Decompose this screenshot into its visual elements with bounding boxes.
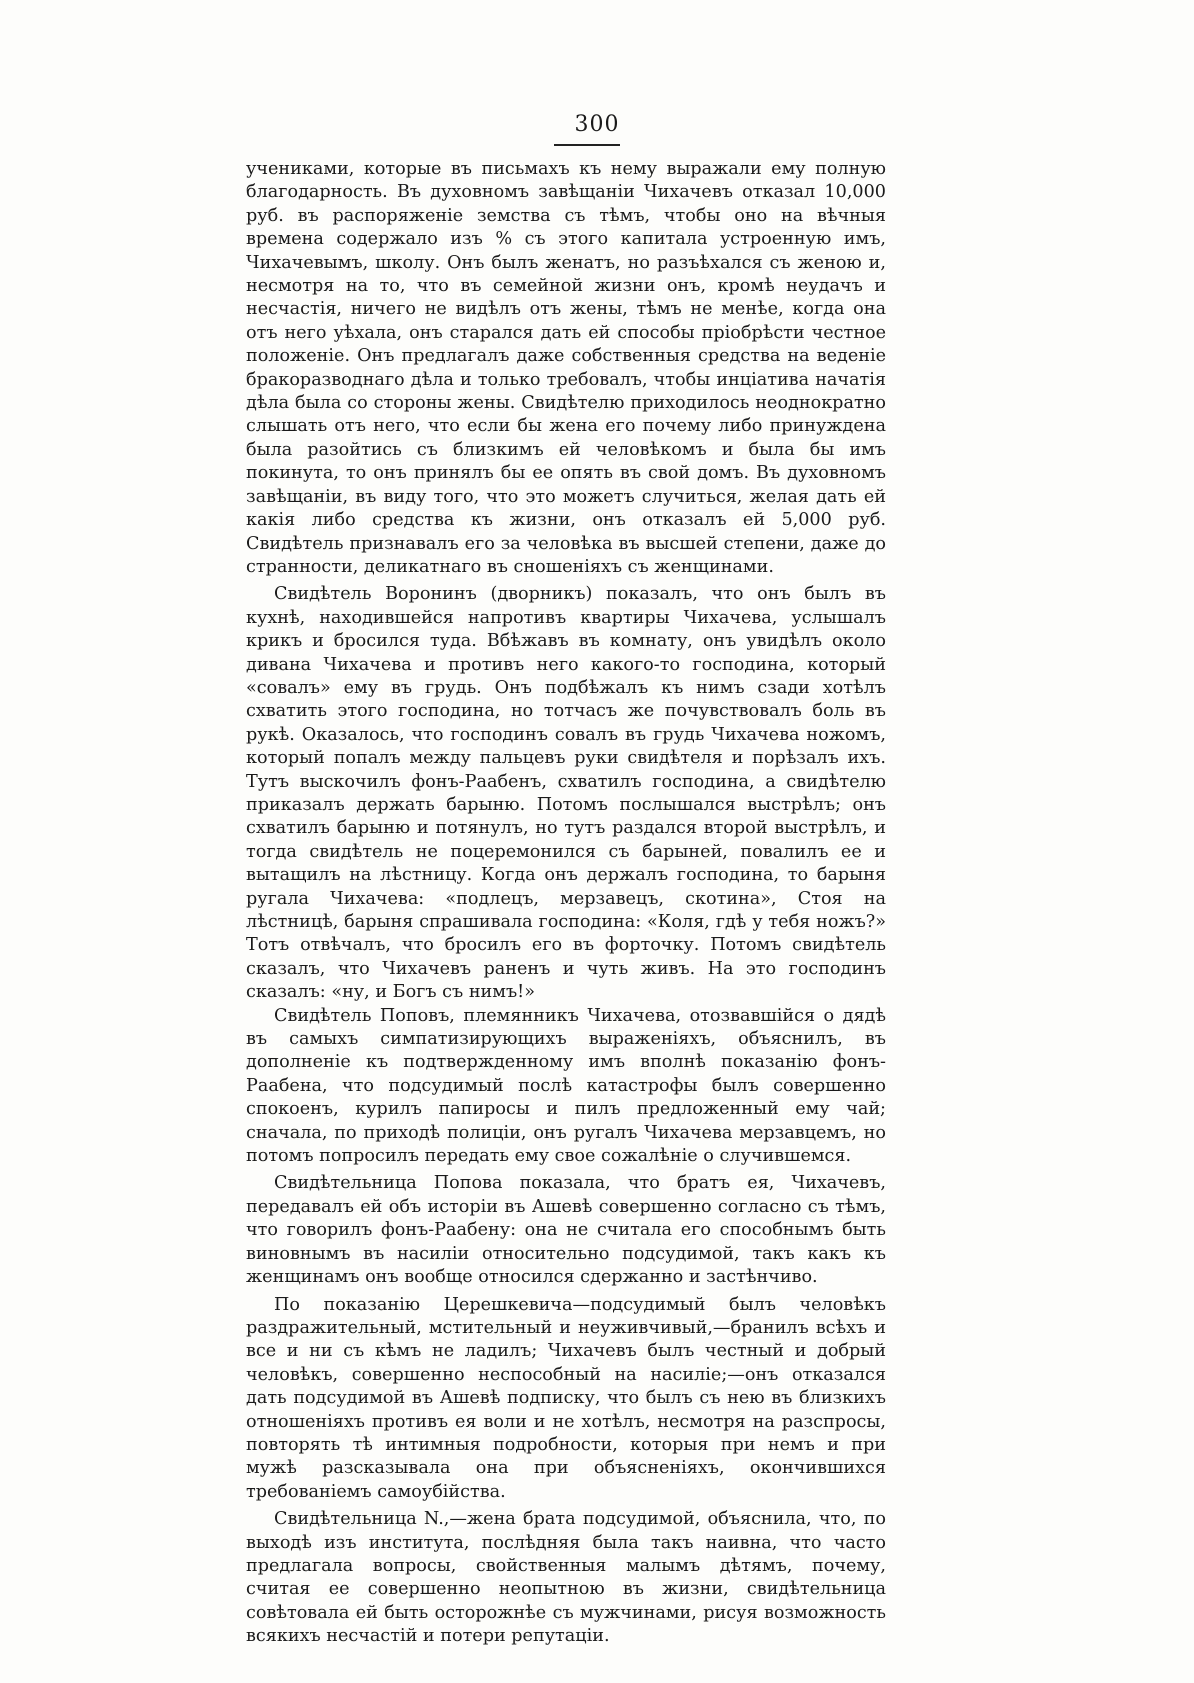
page-number-rule (554, 144, 620, 146)
paragraph-1: учениками, которые въ письмахъ къ нему выражали ему полную благодарность. Въ духовномъ завѣщаніи Чихачевъ отказал 10,000 руб. въ распоряженіе земства съ тѣмъ, чтобы оно на вѣчныя времена содержало изъ % съ этого капитала устроенную имъ, Чихачевымъ, школу. Онъ былъ женатъ, но разъѣхался съ женою и, несмотря на то, что въ семейной жизни онъ, кромѣ неудачъ и несчастія, ничего не видѣлъ отъ жены, тѣмъ не менѣе, когда она отъ него уѣхала, онъ старался дать ей способы пріобрѣсти честное положеніе. Онъ предлагалъ даже собственныя средства на веденіе бракоразводнаго дѣла и только требовалъ, чтобы инціатива начатія дѣла была со стороны жены. Свидѣтелю приходилось неоднократно слышать отъ него, что если бы жена его почему либо принуждена была разойтись съ близкимъ ей человѣкомъ и была бы имъ покинута, то онъ принялъ бы ее опять въ свой домъ. Въ духовномъ завѣщаніи, въ виду того, что это можетъ случиться, желая дать ей какія либо средства къ жизни, онъ отказалъ ей 5,000 руб. Свидѣтель признавалъ его за человѣка въ высшей степени, даже до странности, деликатнаго въ сношеніяхъ съ женщинами. (246, 159, 886, 577)
paragraph-2: Свидѣтель Воронинъ (дворникъ) показалъ, что онъ былъ въ кухнѣ, находившейся напротивъ квартиры Чихачева, услышалъ крикъ и бросился туда. Вбѣжавъ въ комнату, онъ увидѣлъ около дивана Чихачева и противъ него какого-то господина, который «совалъ» ему въ грудь. Онъ подбѣжалъ къ нимъ сзади хотѣлъ схватить этого господина, но тотчасъ же почувствовалъ боль въ рукѣ. Оказалось, что господинъ совалъ въ грудь Чихачева ножомъ, который попалъ между пальцевъ руки свидѣтеля и порѣзалъ ихъ. Тутъ выскочилъ фонъ-Раабенъ, схватилъ господина, а свидѣтелю приказалъ держать барыню. Потомъ послышался выстрѣлъ; онъ схватилъ барыню и потянулъ, но тутъ раздался второй выстрѣлъ, и тогда свидѣтель не поцеремонился съ барыней, повалилъ ее и вытащилъ на лѣстницу. Когда онъ держалъ господина, то барыня ругала Чихачева: «подлецъ, мерзавецъ, скотина», Стоя на лѣстницѣ, барыня спрашивала господина: «Коля, гдѣ у тебя ножъ?» Тотъ отвѣчалъ, что бросилъ его въ форточку. Потомъ свидѣтель сказалъ, что Чихачевъ раненъ и чуть живъ. На это господинъ сказалъ: «ну, и Богъ съ нимъ!» (246, 584, 886, 1003)
body-text (246, 158, 886, 1649)
paragraph-3: Свидѣтель Поповъ, племянникъ Чихачева, отозвавшійся о дядѣ въ самыхъ симпатизирующихъ выраженіяхъ, объяснилъ, въ дополненіе къ подтвержденному имъ вполнѣ показанію фонъ-Раабена, что подсудимый послѣ катастрофы былъ совершенно спокоенъ, курилъ папиросы и пилъ предложенный ему чай; сначала, по приходѣ полиціи, онъ ругалъ Чихачева мерзавцемъ, но потомъ попросилъ передать ему свое сожалѣніе о случившемся. (246, 1005, 886, 1167)
paragraph-6: Свидѣтельница N.,—жена брата подсудимой, объяснила, что, по выходѣ изъ института, послѣдняя была такъ наивна, что часто предлагала вопросы, свойственныя малымъ дѣтямъ, почему, считая ее совершенно неопытною въ жизни, свидѣтельница совѣтовала ей быть осторожнѣе съ мужчинами, рисуя возможность всякихъ несчастій и потери репутаціи. (246, 1509, 886, 1647)
paragraph-5: По показанію Церешкевича—подсудимый былъ человѣкъ раздражительный, мстительный и неуживчивый,—бранилъ всѣхъ и все и ни съ кѣмъ не ладилъ; Чихачевъ былъ честный и добрый человѣкъ, совершенно неспособный на насиліе;—онъ отказался дать подсудимой въ Ашевѣ подписку, что былъ съ нею въ близкихъ отношеніяхъ противъ ея воли и не хотѣлъ, несмотря на разспросы, повторять тѣ интимныя подробности, которыя при немъ и при мужѣ разсказывала она при объясненіяхъ, окончившихся требованіемъ самоубійства. (246, 1294, 886, 1502)
page-number: 300 (574, 112, 620, 137)
paragraph-4: Свидѣтельница Попова показала, что братъ ея, Чихачевъ, передавалъ ей объ исторіи въ Ашевѣ совершенно согласно съ тѣмъ, что говорилъ фонъ-Раабену: она не считала его способнымъ быть виновнымъ въ насиліи относительно подсудимой, такъ какъ къ женщинамъ онъ вообще относился сдержанно и застѣнчиво. (246, 1173, 886, 1288)
